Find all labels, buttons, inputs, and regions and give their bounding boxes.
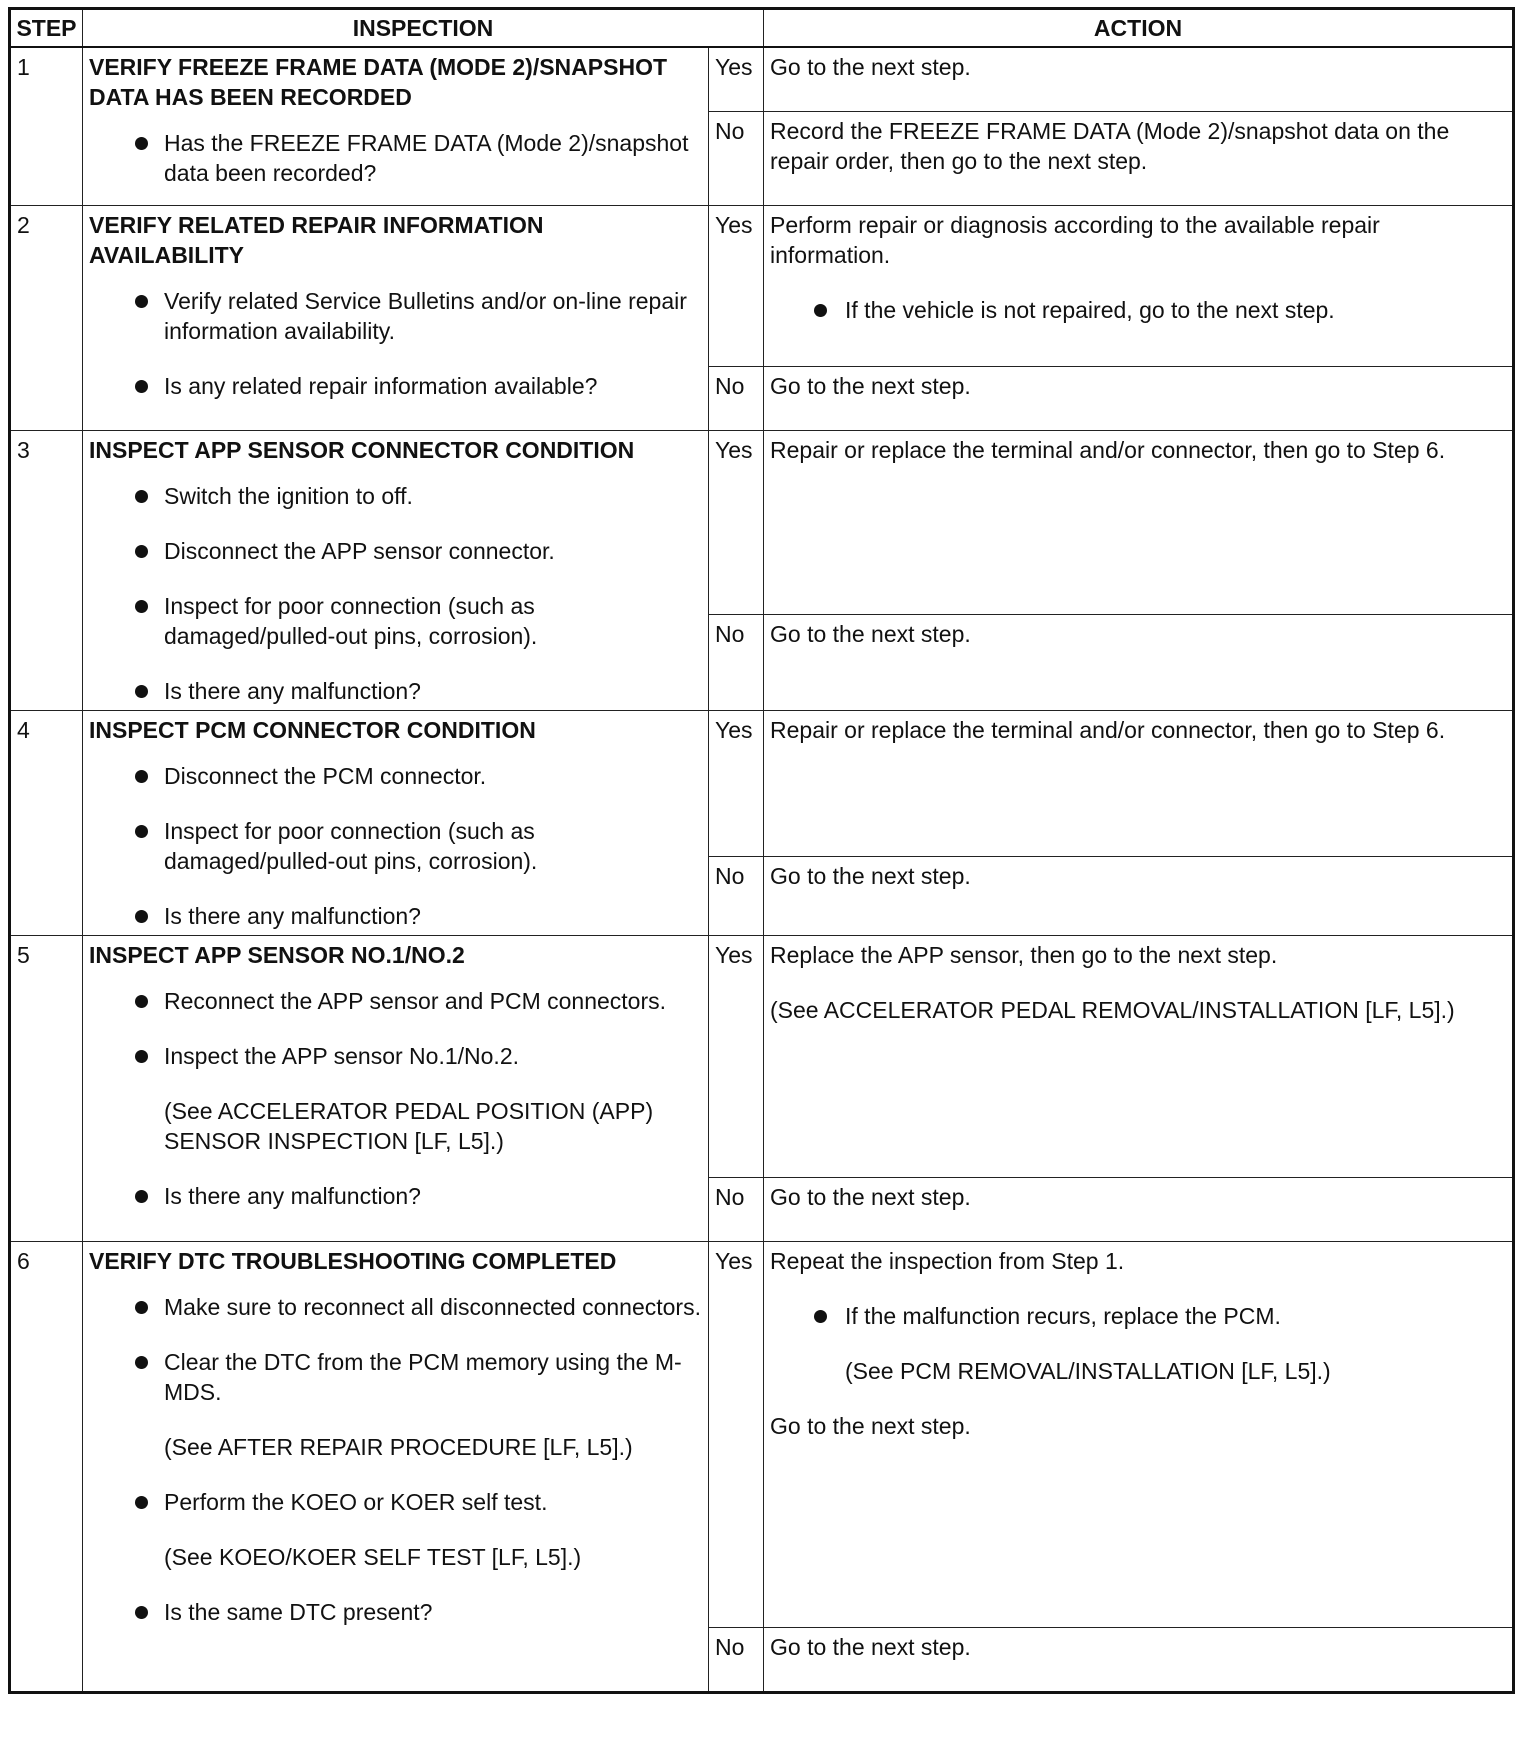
step-5-inspection <box>83 936 709 1242</box>
action-line: Go to the next step. <box>770 1634 971 1660</box>
inspection-item: Reconnect the APP sensor and PCM connectors. <box>89 986 702 1016</box>
step-title: VERIFY RELATED REPAIR INFORMATION AVAILABILITY <box>89 212 544 268</box>
action-line: Repair or replace the terminal and/or connector, then go to Step 6. <box>770 437 1446 463</box>
action-reference: (See ACCELERATOR PEDAL REMOVAL/INSTALLATION [LF, L5].) <box>770 997 1455 1023</box>
inspection-item: Is the same DTC present? <box>89 1597 702 1627</box>
inspection-item: Clear the DTC from the PCM memory using the M-MDS. <box>89 1347 702 1407</box>
step-5-no-action <box>764 1178 1514 1242</box>
step-number: 5 <box>10 936 83 1242</box>
step-number: 2 <box>10 206 83 431</box>
action-line: Perform repair or diagnosis according to the available repair information. <box>770 212 1380 268</box>
inspection-item: Is there any malfunction? <box>89 901 702 931</box>
step-3-no-action <box>764 615 1514 711</box>
inspection-item: Disconnect the APP sensor connector. <box>89 536 702 566</box>
step-number: 1 <box>10 47 83 206</box>
action-line: Record the FREEZE FRAME DATA (Mode 2)/snapshot data on the repair order, then go to the next step. <box>770 118 1450 174</box>
step-1-yes-action <box>764 47 1514 112</box>
diagnostic-table <box>8 7 1515 1694</box>
action-line: Replace the APP sensor, then go to the next step. <box>770 942 1278 968</box>
action-bullet: If the malfunction recurs, replace the PCM. <box>770 1301 1506 1331</box>
inspection-item: Switch the ignition to off. <box>89 481 702 511</box>
inspection-reference: (See AFTER REPAIR PROCEDURE [LF, L5].) <box>164 1434 633 1460</box>
no-label: No <box>709 1178 764 1242</box>
inspection-item: Verify related Service Bulletins and/or on-line repair information availability. <box>89 286 702 346</box>
step-2-yes-row <box>10 206 1514 367</box>
inspection-item: Disconnect the PCM connector. <box>89 761 702 791</box>
step-5-yes-row <box>10 936 1514 1178</box>
inspection-reference: (See ACCELERATOR PEDAL POSITION (APP) SENSOR INSPECTION [LF, L5].) <box>164 1098 654 1154</box>
no-label: No <box>709 367 764 431</box>
inspection-reference: (See KOEO/KOER SELF TEST [LF, L5].) <box>164 1544 582 1570</box>
action-line: Go to the next step. <box>770 373 971 399</box>
inspection-item: Inspect for poor connection (such as damaged/pulled-out pins, corrosion). <box>89 591 702 651</box>
step-number: 4 <box>10 711 83 936</box>
yes-label: Yes <box>709 47 764 112</box>
inspection-item: Is any related repair information available? <box>89 371 702 401</box>
step-number: 6 <box>10 1242 83 1693</box>
step-1-no-action <box>764 112 1514 206</box>
step-title: INSPECT PCM CONNECTOR CONDITION <box>89 717 536 743</box>
step-3-inspection <box>83 431 709 711</box>
inspection-item: Perform the KOEO or KOER self test. <box>89 1487 702 1517</box>
step-3-yes-action <box>764 431 1514 615</box>
step-number: 3 <box>10 431 83 711</box>
step-title: VERIFY DTC TROUBLESHOOTING COMPLETED <box>89 1248 617 1274</box>
step-2-no-action <box>764 367 1514 431</box>
step-6-yes-row <box>10 1242 1514 1628</box>
step-6-yes-action <box>764 1242 1514 1628</box>
no-label: No <box>709 857 764 936</box>
step-title: INSPECT APP SENSOR CONNECTOR CONDITION <box>89 437 635 463</box>
step-1-inspection <box>83 47 709 206</box>
step-title: VERIFY FREEZE FRAME DATA (MODE 2)/SNAPSHOT DATA HAS BEEN RECORDED <box>89 54 668 110</box>
no-label: No <box>709 112 764 206</box>
header-inspection: INSPECTION <box>83 9 764 48</box>
inspection-item: Inspect for poor connection (such as damaged/pulled-out pins, corrosion). <box>89 816 702 876</box>
step-5-yes-action <box>764 936 1514 1178</box>
action-line: Go to the next step. <box>770 1413 971 1439</box>
action-line: Go to the next step. <box>770 54 971 80</box>
inspection-item: Is there any malfunction? <box>89 1181 702 1211</box>
yes-label: Yes <box>709 431 764 615</box>
yes-label: Yes <box>709 1242 764 1628</box>
header-row <box>10 9 1514 48</box>
inspection-item: Make sure to reconnect all disconnected connectors. <box>89 1292 702 1322</box>
step-4-yes-row <box>10 711 1514 857</box>
header-step: STEP <box>10 9 83 48</box>
step-3-yes-row <box>10 431 1514 615</box>
header-action: ACTION <box>764 9 1514 48</box>
step-4-yes-action <box>764 711 1514 857</box>
no-label: No <box>709 615 764 711</box>
action-reference: (See PCM REMOVAL/INSTALLATION [LF, L5].) <box>845 1358 1331 1384</box>
action-line: Repeat the inspection from Step 1. <box>770 1248 1125 1274</box>
action-line: Repair or replace the terminal and/or connector, then go to Step 6. <box>770 717 1446 743</box>
yes-label: Yes <box>709 936 764 1178</box>
yes-label: Yes <box>709 206 764 367</box>
step-6-inspection <box>83 1242 709 1693</box>
step-title: INSPECT APP SENSOR NO.1/NO.2 <box>89 942 465 968</box>
no-label: No <box>709 1628 764 1693</box>
action-line: Go to the next step. <box>770 863 971 889</box>
action-line: Go to the next step. <box>770 621 971 647</box>
step-1-yes-row <box>10 47 1514 112</box>
step-4-no-action <box>764 857 1514 936</box>
step-2-inspection <box>83 206 709 431</box>
inspection-item: Inspect the APP sensor No.1/No.2. <box>89 1041 702 1071</box>
action-bullet: If the vehicle is not repaired, go to the next step. <box>770 295 1506 325</box>
step-4-inspection <box>83 711 709 936</box>
action-line: Go to the next step. <box>770 1184 971 1210</box>
inspection-item: Is there any malfunction? <box>89 676 702 706</box>
inspection-item: Has the FREEZE FRAME DATA (Mode 2)/snapshot data been recorded? <box>89 128 702 188</box>
yes-label: Yes <box>709 711 764 857</box>
step-6-no-action <box>764 1628 1514 1693</box>
step-2-yes-action <box>764 206 1514 367</box>
